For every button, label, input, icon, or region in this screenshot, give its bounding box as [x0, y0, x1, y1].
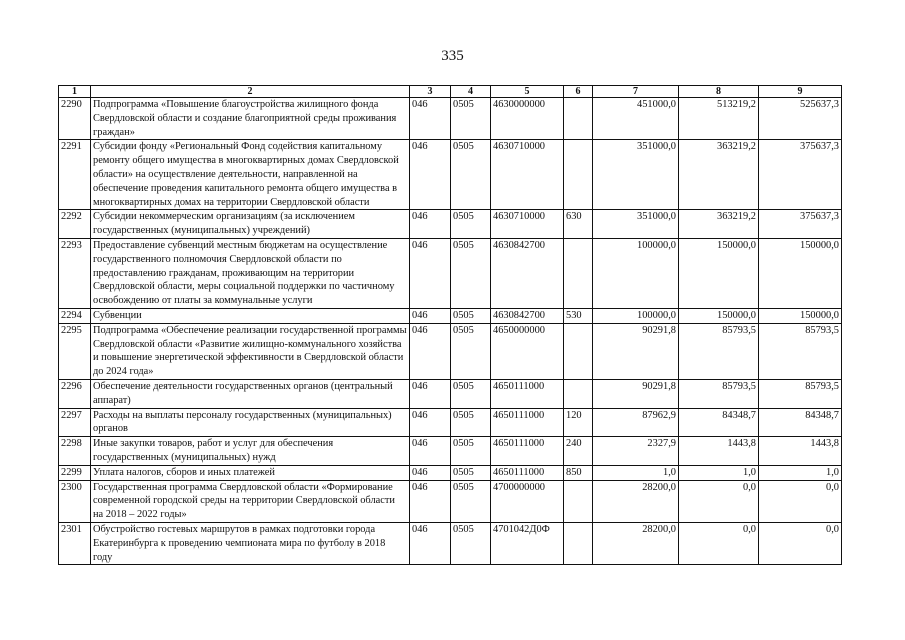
- amount-year-1: 90291,8: [593, 379, 679, 408]
- row-number: 2298: [59, 437, 91, 466]
- section-code: 0505: [451, 408, 491, 437]
- amount-year-1: 28200,0: [593, 480, 679, 522]
- row-name: Подпрограмма «Повышение благоустройства жилищного фонда Свердловской области и создание благоприятной среды проживания граждан»: [91, 98, 410, 140]
- row-name: Иные закупки товаров, работ и услуг для обеспечения государственных (муниципальных) нужд: [91, 437, 410, 466]
- ministry-code: 046: [410, 98, 451, 140]
- table-row: [59, 323, 842, 379]
- amount-year-2: 1,0: [679, 465, 759, 480]
- section-code: 0505: [451, 238, 491, 308]
- target-article-code: 4650111000: [491, 379, 564, 408]
- section-code: 0505: [451, 308, 491, 323]
- row-number: 2294: [59, 308, 91, 323]
- amount-year-1: 100000,0: [593, 308, 679, 323]
- row-number: 2299: [59, 465, 91, 480]
- section-code: 0505: [451, 140, 491, 210]
- amount-year-1: 2327,9: [593, 437, 679, 466]
- ministry-code: 046: [410, 140, 451, 210]
- row-name: Государственная программа Свердловской области «Формирование современной городской среды на территории Свердловской области на 2018 – 2022 годы»: [91, 480, 410, 522]
- row-name: Уплата налогов, сборов и иных платежей: [91, 465, 410, 480]
- expense-type-code: [564, 480, 593, 522]
- amount-year-2: 150000,0: [679, 238, 759, 308]
- amount-year-2: 513219,2: [679, 98, 759, 140]
- amount-year-2: 85793,5: [679, 379, 759, 408]
- amount-year-3: 84348,7: [759, 408, 842, 437]
- row-number: 2293: [59, 238, 91, 308]
- expense-type-code: 240: [564, 437, 593, 466]
- ministry-code: 046: [410, 480, 451, 522]
- amount-year-1: 28200,0: [593, 522, 679, 564]
- ministry-code: 046: [410, 408, 451, 437]
- table-row: [59, 437, 842, 466]
- expense-type-code: [564, 379, 593, 408]
- amount-year-2: 85793,5: [679, 323, 759, 379]
- row-name: Субсидии некоммерческим организациям (за исключением государственных (муниципальных) учреждений): [91, 210, 410, 239]
- section-code: 0505: [451, 323, 491, 379]
- column-header: 2: [91, 86, 410, 98]
- row-name: Субсидии фонду «Региональный Фонд содействия капитальному ремонту общего имущества в многоквартирных домах Свердловской области» на осуществление деятельности, направленной на обеспечение проведения капитального ремонта общего имущества в многоквартирных домах на территории Свердловской области: [91, 140, 410, 210]
- amount-year-3: 375637,3: [759, 140, 842, 210]
- row-number: 2297: [59, 408, 91, 437]
- target-article-code: 4630710000: [491, 140, 564, 210]
- amount-year-2: 0,0: [679, 480, 759, 522]
- ministry-code: 046: [410, 465, 451, 480]
- row-number: 2292: [59, 210, 91, 239]
- expense-type-code: 850: [564, 465, 593, 480]
- table-row: [59, 465, 842, 480]
- amount-year-3: 150000,0: [759, 308, 842, 323]
- row-name: Обеспечение деятельности государственных органов (центральный аппарат): [91, 379, 410, 408]
- amount-year-3: 525637,3: [759, 98, 842, 140]
- target-article-code: 4630000000: [491, 98, 564, 140]
- section-code: 0505: [451, 379, 491, 408]
- table-row: [59, 379, 842, 408]
- amount-year-1: 351000,0: [593, 210, 679, 239]
- amount-year-1: 351000,0: [593, 140, 679, 210]
- amount-year-3: 85793,5: [759, 323, 842, 379]
- amount-year-3: 150000,0: [759, 238, 842, 308]
- table-row: [59, 522, 842, 564]
- ministry-code: 046: [410, 522, 451, 564]
- section-code: 0505: [451, 437, 491, 466]
- amount-year-3: 0,0: [759, 522, 842, 564]
- ministry-code: 046: [410, 210, 451, 239]
- table-row: [59, 210, 842, 239]
- row-number: 2301: [59, 522, 91, 564]
- target-article-code: 4630710000: [491, 210, 564, 239]
- column-header: 3: [410, 86, 451, 98]
- row-number: 2300: [59, 480, 91, 522]
- amount-year-3: 375637,3: [759, 210, 842, 239]
- ministry-code: 046: [410, 379, 451, 408]
- ministry-code: 046: [410, 437, 451, 466]
- section-code: 0505: [451, 522, 491, 564]
- amount-year-3: 1443,8: [759, 437, 842, 466]
- expense-type-code: [564, 238, 593, 308]
- amount-year-2: 1443,8: [679, 437, 759, 466]
- amount-year-1: 90291,8: [593, 323, 679, 379]
- target-article-code: 4701042Д0Ф: [491, 522, 564, 564]
- ministry-code: 046: [410, 323, 451, 379]
- table-row: [59, 408, 842, 437]
- target-article-code: 4650111000: [491, 437, 564, 466]
- row-name: Предоставление субвенций местным бюджетам на осуществление государственного полномочия Свердловской области по предоставлению гражданам, проживающим на территории Свердловской области, меры социальной поддержки по частичному освобождению от платы за коммунальные услуги: [91, 238, 410, 308]
- amount-year-3: 85793,5: [759, 379, 842, 408]
- budget-table: [58, 85, 842, 565]
- amount-year-2: 84348,7: [679, 408, 759, 437]
- row-number: 2296: [59, 379, 91, 408]
- section-code: 0505: [451, 465, 491, 480]
- row-number: 2291: [59, 140, 91, 210]
- page-number: 335: [441, 48, 464, 64]
- section-code: 0505: [451, 98, 491, 140]
- table-row: [59, 238, 842, 308]
- column-header: 4: [451, 86, 491, 98]
- target-article-code: 4700000000: [491, 480, 564, 522]
- target-article-code: 4630842700: [491, 308, 564, 323]
- ministry-code: 046: [410, 238, 451, 308]
- table-row: [59, 140, 842, 210]
- expense-type-code: [564, 98, 593, 140]
- row-number: 2295: [59, 323, 91, 379]
- column-header: 6: [564, 86, 593, 98]
- row-number: 2290: [59, 98, 91, 140]
- amount-year-3: 0,0: [759, 480, 842, 522]
- table-row: [59, 480, 842, 522]
- table-row: [59, 98, 842, 140]
- row-name: Подпрограмма «Обеспечение реализации государственной программы Свердловской области «Развитие жилищно-коммунального хозяйства и повышение энергетической эффективности в Свердловской области до 2024 года»: [91, 323, 410, 379]
- target-article-code: 4650000000: [491, 323, 564, 379]
- expense-type-code: 120: [564, 408, 593, 437]
- target-article-code: 4630842700: [491, 238, 564, 308]
- amount-year-1: 1,0: [593, 465, 679, 480]
- row-name: Расходы на выплаты персоналу государственных (муниципальных) органов: [91, 408, 410, 437]
- amount-year-2: 150000,0: [679, 308, 759, 323]
- amount-year-2: 363219,2: [679, 140, 759, 210]
- table-row: [59, 308, 842, 323]
- expense-type-code: [564, 522, 593, 564]
- target-article-code: 4650111000: [491, 408, 564, 437]
- column-header: 1: [59, 86, 91, 98]
- amount-year-3: 1,0: [759, 465, 842, 480]
- expense-type-code: 630: [564, 210, 593, 239]
- column-header: 8: [679, 86, 759, 98]
- amount-year-1: 451000,0: [593, 98, 679, 140]
- column-header: 7: [593, 86, 679, 98]
- row-name: Обустройство гостевых маршрутов в рамках подготовки города Екатеринбурга к проведению чемпионата мира по футболу в 2018 году: [91, 522, 410, 564]
- header-row: [59, 86, 842, 98]
- expense-type-code: 530: [564, 308, 593, 323]
- section-code: 0505: [451, 480, 491, 522]
- amount-year-2: 0,0: [679, 522, 759, 564]
- target-article-code: 4650111000: [491, 465, 564, 480]
- amount-year-1: 100000,0: [593, 238, 679, 308]
- amount-year-2: 363219,2: [679, 210, 759, 239]
- ministry-code: 046: [410, 308, 451, 323]
- expense-type-code: [564, 140, 593, 210]
- column-header: 5: [491, 86, 564, 98]
- section-code: 0505: [451, 210, 491, 239]
- column-header: 9: [759, 86, 842, 98]
- row-name: Субвенции: [91, 308, 410, 323]
- amount-year-1: 87962,9: [593, 408, 679, 437]
- expense-type-code: [564, 323, 593, 379]
